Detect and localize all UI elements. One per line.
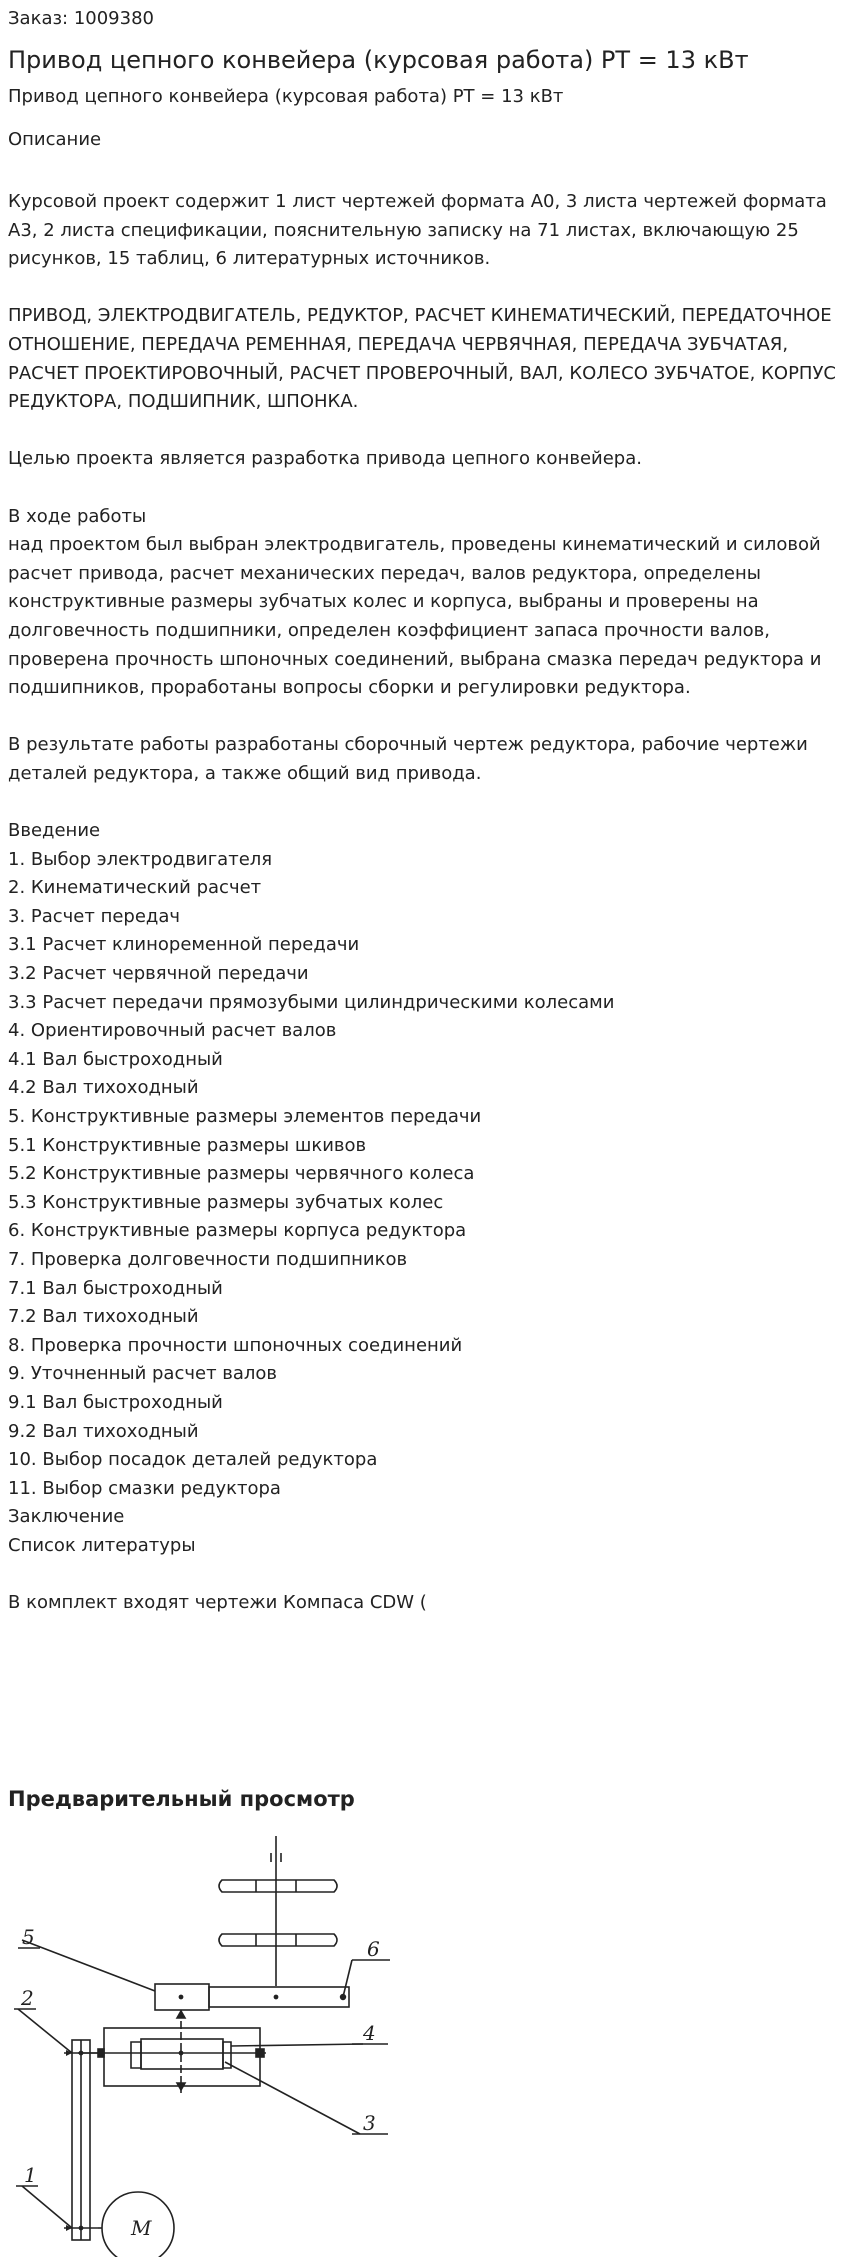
upper-sprocket — [219, 1880, 337, 1892]
toc-item: 2. Кинематический расчет — [8, 877, 262, 899]
toc-item: 7. Проверка долговечности подшипников — [8, 1248, 408, 1270]
goal-paragraph: Целью проекта является разработка привода цепного конвейера. — [8, 448, 642, 470]
description-body — [8, 188, 844, 1618]
toc-item: 5.3 Конструктивные размеры зубчатых колес — [8, 1191, 444, 1213]
motor-label: M — [131, 2216, 152, 2240]
worm-reducer-housing — [104, 2028, 260, 2086]
work-paragraph: над проектом был выбран электродвигатель, проведены кинематический и силовой расчет привода, расчет механических передач, валов редуктора, определены конструктивные размеры зубчатых колес и корпуса, выбраны и проверены на долговечность подшипники, определен коэффициент запаса прочности валов, проверена прочность шпоночных соединений, выбрана смазка передач редуктора и подшипников, проработаны вопросы сборки и регулировки редуктора. — [8, 534, 822, 699]
spur-gear-pair — [209, 1987, 349, 2007]
toc-item: 1. Выбор электродвигателя — [8, 848, 273, 870]
toc-item: 9.1 Вал быстроходный — [8, 1391, 223, 1413]
toc-item: 7.2 Вал тихоходный — [8, 1306, 199, 1328]
part-label-6: 6 — [367, 1937, 380, 1961]
description-paragraph: Курсовой проект содержит 1 лист чертежей формата А0, 3 листа чертежей формата А3, 2 листа спецификации, пояснительную записку на 71 листах, включающую 25 рисунков, 15 таблиц, 6 литературных источников. — [8, 191, 827, 270]
toc-item: 10. Выбор посадок деталей редуктора — [8, 1449, 378, 1471]
toc-item: Список литературы — [8, 1534, 196, 1556]
toc-item: 9. Уточненный расчет валов — [8, 1363, 278, 1385]
part-label-4: 4 — [363, 2021, 376, 2045]
toc-item: 4. Ориентировочный расчет валов — [8, 1020, 337, 1042]
toc-item: 9.2 Вал тихоходный — [8, 1420, 199, 1442]
toc-item: 4.1 Вал быстроходный — [8, 1048, 223, 1070]
part-label-5: 5 — [22, 1925, 35, 1949]
part-label-2: 2 — [21, 1986, 34, 2010]
toc-item: 6. Конструктивные размеры корпуса редуктора — [8, 1220, 467, 1242]
description-heading: Описание — [8, 129, 102, 150]
toc-item: Заключение — [8, 1506, 125, 1528]
drawings-note: В комплект входят чертежи Компаса CDW ( — [8, 1592, 427, 1614]
toc-item: 4.2 Вал тихоходный — [8, 1077, 199, 1099]
toc-item: 5.1 Конструктивные размеры шкивов — [8, 1134, 367, 1156]
page-title: Привод цепного конвейера (курсовая работа) РТ = 13 кВт — [8, 46, 749, 74]
toc-item: 8. Проверка прочности шпоночных соединений — [8, 1334, 463, 1356]
toc-item: 3.2 Расчет червячной передачи — [8, 963, 309, 985]
toc-item: 7.1 Вал быстроходный — [8, 1277, 223, 1299]
order-number: Заказ: 1009380 — [8, 8, 154, 29]
toc-item: 3. Расчет передач — [8, 905, 181, 927]
table-of-contents — [8, 817, 844, 1560]
toc-item: 5.2 Конструктивные размеры червячного колеса — [8, 1163, 475, 1185]
toc-item: 11. Выбор смазки редуктора — [8, 1477, 281, 1499]
keywords-paragraph: ПРИВОД, ЭЛЕКТРОДВИГАТЕЛЬ, РЕДУКТОР, РАСЧЕТ КИНЕМАТИЧЕСКИЙ, ПЕРЕДАТОЧНОЕ ОТНОШЕНИЕ, ПЕРЕДАЧА РЕМЕННАЯ, ПЕРЕДАЧА ЧЕРВЯЧНАЯ, ПЕРЕДАЧА ЗУБЧАТАЯ, РАСЧЕТ ПРОЕКТИРОВОЧНЫЙ, РАСЧЕТ ПРОВЕРОЧНЫЙ, ВАЛ, КОЛЕСО ЗУБЧАТОЕ, КОРПУС РЕДУКТОРА, ПОДШИПНИК, ШПОНКА. — [8, 305, 836, 413]
toc-item: Введение — [8, 820, 101, 842]
drive-scheme-drawing — [0, 1828, 420, 2257]
work-intro-line: В ходе работы — [8, 505, 147, 527]
preview-heading: Предварительный просмотр — [8, 1787, 355, 1811]
toc-item: 3.1 Расчет клиноременной передачи — [8, 934, 360, 956]
part-label-3: 3 — [363, 2111, 376, 2135]
result-paragraph: В результате работы разработаны сборочный чертеж редуктора, рабочие чертежи деталей редуктора, а также общий вид привода. — [8, 734, 808, 784]
page-subtitle: Привод цепного конвейера (курсовая работа) РТ = 13 кВт — [8, 86, 564, 107]
toc-item: 3.3 Расчет передачи прямозубыми цилиндрическими колесами — [8, 991, 615, 1013]
toc-item: 5. Конструктивные размеры элементов передачи — [8, 1106, 482, 1127]
lower-sprocket — [219, 1934, 337, 1946]
part-label-1: 1 — [24, 2163, 37, 2187]
